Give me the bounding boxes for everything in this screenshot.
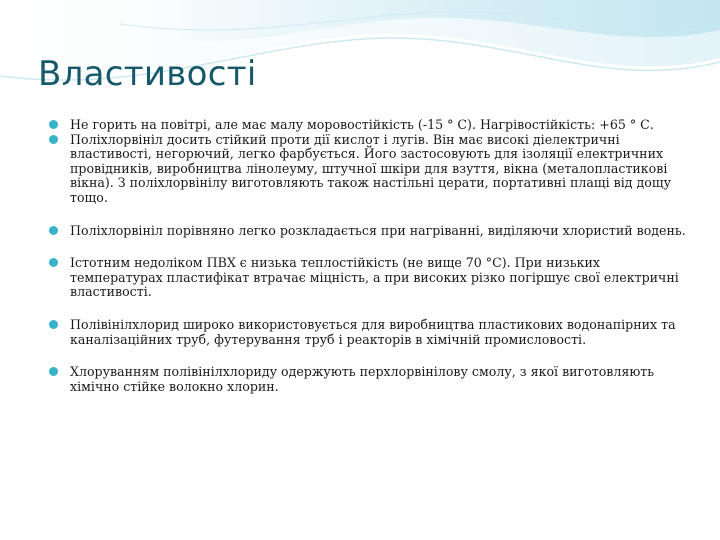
bullet-icon xyxy=(49,258,58,267)
bullet-text: Хлоруванням полівінілхлориду одержують перхлорвінілову смолу, з якої виготовляють хімічно стійке волокно хлорин. xyxy=(70,364,655,394)
bullet-icon xyxy=(49,120,58,129)
list-item xyxy=(44,256,688,300)
bullet-text: Полівінілхлорид широко використовується для виробництва пластикових водонапірних та каналізаційних труб, футерування труб і реакторів в хімічній промисловості. xyxy=(70,316,676,347)
bullet-text: Поліхлорвініл порівняно легко розкладається при нагріванні, виділяючи хлористий водень. xyxy=(70,222,686,238)
bullet-icon xyxy=(49,367,58,376)
bullet-icon xyxy=(49,320,58,329)
bullet-icon xyxy=(49,135,58,144)
list-item xyxy=(44,224,688,239)
bullet-text: Не горить на повітрі, але має малу моровостійкість (-15 ° С). Нагрівостійкість: +65 ° С. xyxy=(70,117,654,132)
list-item xyxy=(44,365,688,394)
bullet-text: Поліхлорвініл досить стійкий проти дії кислот і лугів. Він має високі діелектричні властивості, негорючий, легко фарбується. Його застосовують для ізоляції електричних провідників, виробництва лінолеуму, штучної шкіри для взуття, вікна (металопластикові вікна). З поліхлорвінілу виготовляють також настільні церати, портативні плащі від дощу тощо. xyxy=(70,131,672,205)
bullet-list xyxy=(44,118,688,394)
bullet-icon xyxy=(49,226,58,235)
list-item xyxy=(44,118,688,133)
list-item xyxy=(44,133,688,206)
list-item xyxy=(44,318,688,347)
slide-title: Властивості xyxy=(38,54,257,94)
bullet-text: Істотним недоліком ПВХ є низька теплостійкість (не вище 70 °С). При низьких температурах пластифікат втрачає міцність, а при високих різко погіршує свої електричні властивості. xyxy=(70,255,679,300)
